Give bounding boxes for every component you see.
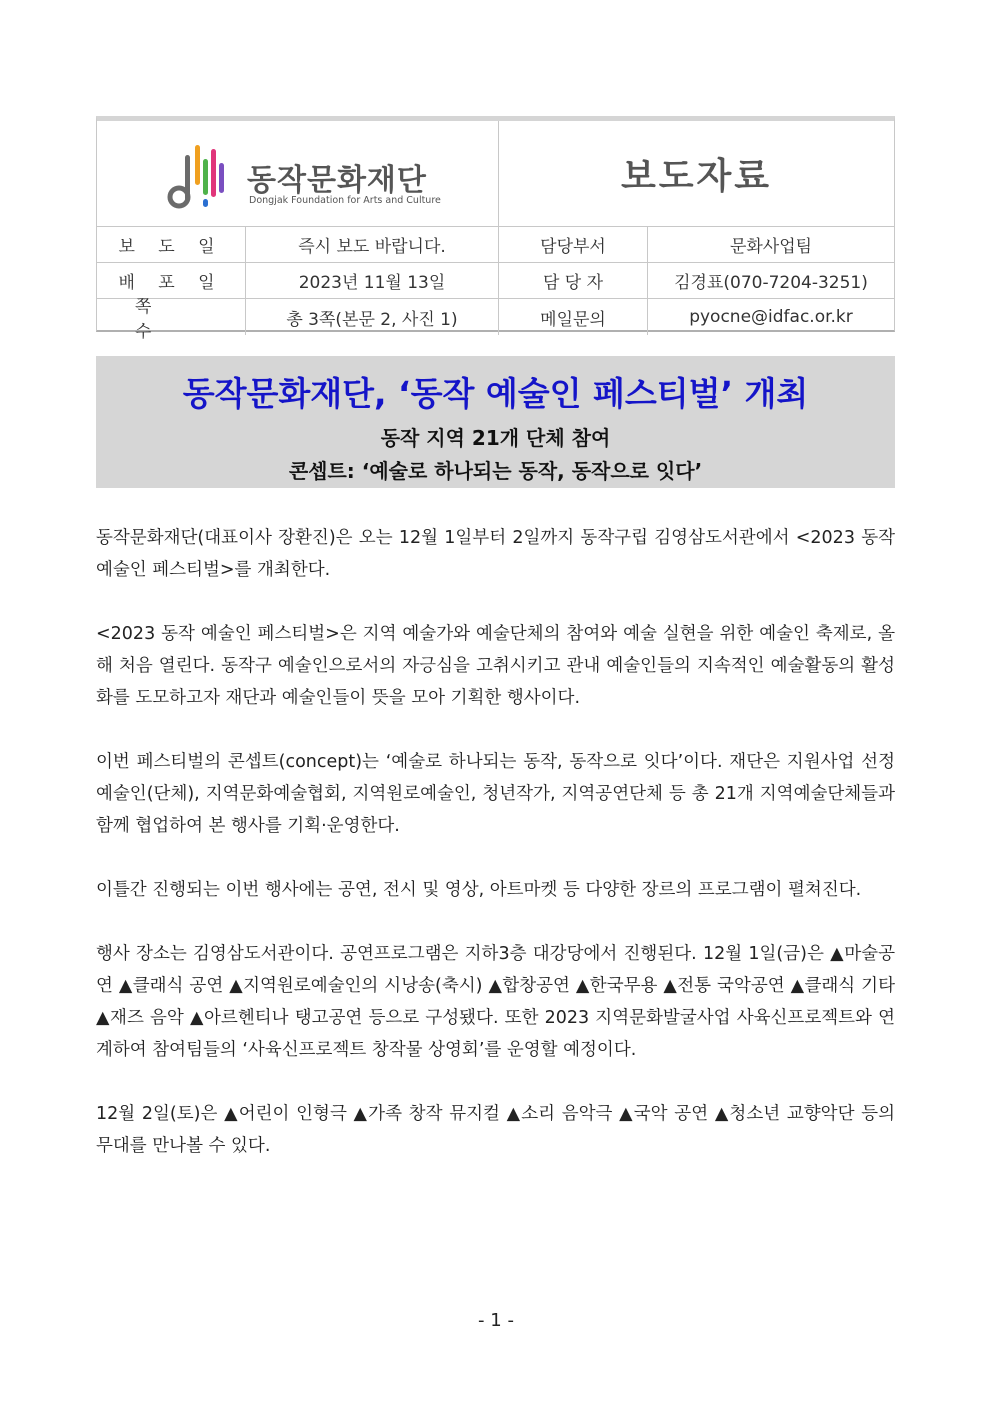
paragraph: 이틀간 진행되는 이번 행사에는 공연, 전시 및 영상, 아트마켓 등 다양한 장르의 프로그램이 펼쳐진다. — [96, 880, 862, 900]
meta-label: 담 당 자 — [499, 263, 648, 298]
meta-label: 쪽 수 — [97, 299, 246, 335]
meta-value: 김경표(070-7204-3251) — [674, 273, 868, 293]
meta-label: 메일문의 — [499, 299, 648, 335]
meta-value: 즉시 보도 바랍니다. — [246, 227, 499, 262]
foundation-logo-icon — [165, 141, 229, 213]
meta-label: 담당부서 — [499, 227, 648, 262]
subheadline-1: 동작 지역 21개 단체 참여 — [380, 426, 611, 450]
paragraph: 동작문화재단(대표이사 장환진)은 오는 12월 1일부터 2일까지 동작구립 김영삼도서관에서 <2023 동작 예술인 페스티벌>를 개최한다. — [96, 528, 895, 580]
meta-value: 문화사업팀 — [729, 237, 813, 257]
meta-row — [97, 227, 894, 263]
press-info-table — [96, 116, 895, 342]
logo-cell — [97, 121, 499, 227]
paragraph: <2023 동작 예술인 페스티벌>은 지역 예술가와 예술단체의 참여와 예술 실현을 위한 예술인 축제로, 올해 처음 열린다. 동작구 예술인으로서의 자긍심을 고취시키고 관내 예술인들의 지속적인 예술활동의 활성화를 도모하고자 재단과 예술인들이 뜻을 모아 기획한 행사이다. — [96, 624, 895, 708]
meta-value: 총 3쪽(본문 2, 사진 1) — [246, 299, 499, 335]
contact-email: pyocne@idfac.or.kr — [689, 307, 853, 327]
logo-wordmark: 동작문화재단 — [247, 163, 427, 198]
headline-banner — [96, 356, 895, 488]
document-type-title: 보도자료 — [499, 121, 894, 227]
headline: 동작문화재단, ‘동작 예술인 페스티벌’ 개최 — [182, 374, 809, 413]
paragraph: 행사 장소는 김영삼도서관이다. 공연프로그램은 지하3층 대강당에서 진행된다. 12월 1일(금)은 ▲마술공연 ▲클래식 공연 ▲지역원로예술인의 시낭송(축시) ▲합창공연 ▲한국무용 ▲전통 국악공연 ▲클래식 기타 ▲재즈 음악 ▲아르헨티나 탱고공연 등으로 구성됐다. 또한 2023 지역문화발굴사업 사육신프로젝트와 연계하여 참여팀들의 ‘사육신프로젝트 창작물 상영회’를 운영할 예정이다. — [96, 944, 895, 1060]
meta-row — [97, 297, 894, 342]
meta-label: 보 도 일 — [97, 227, 246, 262]
paragraph: 이번 페스티벌의 콘셉트(concept)는 ‘예술로 하나되는 동작, 동작으로 잇다’이다. 재단은 지원사업 선정 예술인(단체), 지역문화예술협회, 지역원로예술인, 청년작가, 지역공연단체 등 총 21개 지역예술단체들과 함께 협업하여 본 행사를 기획·운영한다. — [96, 752, 895, 836]
meta-value: 2023년 11월 13일 — [246, 263, 499, 298]
article-body — [96, 522, 895, 1194]
meta-label: 배 포 일 — [97, 263, 246, 298]
paragraph: 12월 2일(토)은 ▲어린이 인형극 ▲가족 창작 뮤지컬 ▲소리 음악극 ▲국악 공연 ▲청소년 교향악단 등의 무대를 만나볼 수 있다. — [96, 1104, 895, 1156]
logo-english-name: Dongjak Foundation for Arts and Culture — [249, 195, 441, 206]
page-number: - 1 - — [478, 1310, 514, 1331]
subheadline-2: 콘셉트: ‘예술로 하나되는 동작, 동작으로 잇다’ — [288, 459, 703, 483]
